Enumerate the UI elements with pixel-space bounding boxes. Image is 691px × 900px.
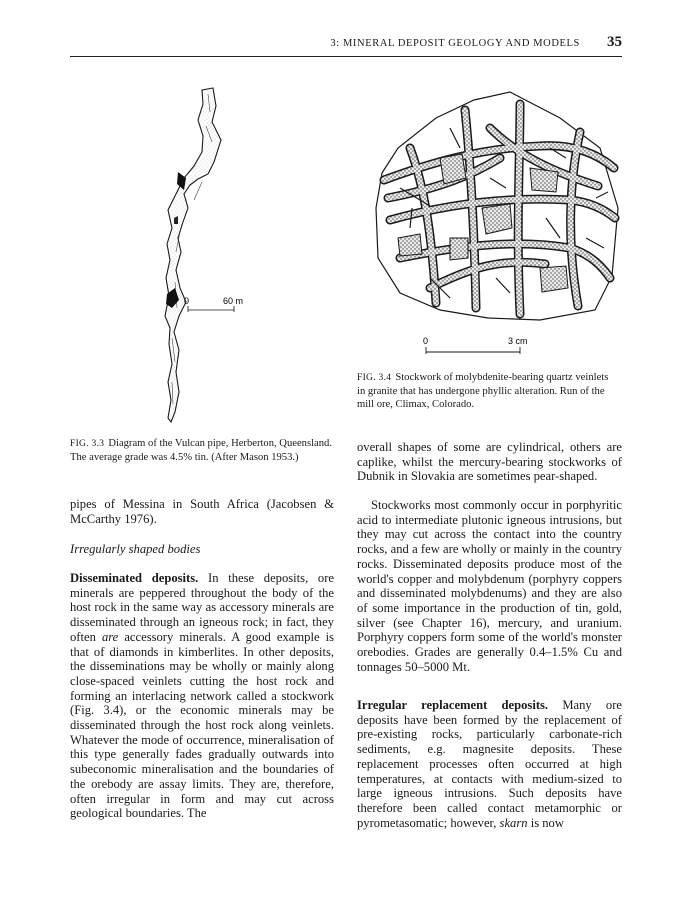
section-subheading: Irregularly shaped bodies [70, 542, 201, 556]
scale-label-right: 3 cm [508, 336, 528, 346]
pipe-outline [165, 88, 221, 422]
emphasis: skarn [499, 815, 528, 830]
left-column-paragraph-1 [70, 497, 334, 526]
paragraph-text: In these deposits, ore minerals are peppered throughout the body of the host rock in the same way as accessory minerals are disseminated through an igneous rock; in fact, they often [70, 571, 334, 644]
right-column-paragraph-2 [357, 498, 622, 674]
paragraph: pipes of Messina in South Africa (Jacobsen & McCarthy 1976). [70, 497, 334, 526]
caption-text: Diagram of the Vulcan pipe, Herberton, Queensland. The average grade was 4.5% tin. (After Mason 1953.) [70, 438, 332, 463]
figure-3-3-vulcan-pipe [150, 82, 260, 427]
scale-label-left: 0 [423, 336, 429, 346]
caption-text: Stockwork of molybdenite-bearing quartz veinlets in granite that has undergone phyllic alteration. Run of the mill ore, Climax, Colorado. [357, 372, 609, 410]
scale-label-left: 0 [184, 296, 190, 306]
figure-caption-3-4 [357, 371, 619, 411]
figure-3-4-stockwork [370, 88, 622, 360]
right-column-paragraph-1 [357, 440, 622, 484]
paragraph-text: Many ore deposits have been formed by the replacement of pre-existing rocks, particularly carbonate-rich sediments, e.g. magnesite deposits. These replacement processes often occurred at high temperatures, at contacts with medium-sized to large igneous intrusions. Such deposits have therefore been called contact metamorphic or pyrometasomatic; however, [357, 698, 622, 830]
paragraph-text: accessory minerals. A good example is that of diamonds in kimberlites. In other deposits, the disseminations may be wholly or mainly along close-spaced veinlets cutting the host rock and forming an interlacing network called a stockwork (Fig. 3.4), or the economic minerals may be disseminated through the host rock along veinlets. Whatever the mode of occurrence, mineralisation of this type generally fades gradually outwards into subeconomic mineralisation and the boundaries of the orebody are assay limits. They are, therefore, often irregular in form and may cut across geological boundaries. The [70, 629, 335, 821]
running-title: 3: MINERAL DEPOSIT GEOLOGY AND MODELS [330, 38, 580, 49]
scale-label-right: 60 m [223, 296, 244, 306]
paragraph: Stockworks most commonly occur in porphyritic acid to intermediate plutonic igneous intrusions, but they may cut across the contact into the country rocks, and a few are wholly or mainly in the country rocks. Disseminated deposits produce most of the world's copper and molybdenum (porphyry coppers and disseminated molybdenums) and they are also of some importance in the production of tin, gold, silver (see Chapter 16), mercury, and uranium. Porphyry coppers form some of the world's monster orebodies. Grades are generally 0.4–1.5% Cu and tonnages 50–5000 Mt. [357, 498, 622, 674]
paragraph-text: is now [530, 815, 564, 830]
subheading-irregular-bodies [70, 542, 334, 557]
figure-caption-3-3 [70, 437, 332, 464]
emphasis: are [101, 629, 119, 644]
header-rule [70, 56, 622, 57]
run-in-heading: Disseminated deposits. [70, 571, 199, 585]
caption-label: FIG. 3.4 [357, 373, 392, 383]
caption-label: FIG. 3.3 [70, 439, 105, 449]
left-column-paragraph-2 [70, 571, 334, 821]
paragraph: overall shapes of some are cylindrical, others are caplike, whilst the mercury-bearing stockworks of Dubnik in Slovakia are sometimes pear-shaped. [357, 440, 622, 484]
run-in-heading: Irregular replacement deposits. [357, 698, 549, 712]
page-number: 35 [607, 34, 622, 50]
right-column-paragraph-3 [357, 698, 622, 830]
running-header [70, 34, 622, 54]
